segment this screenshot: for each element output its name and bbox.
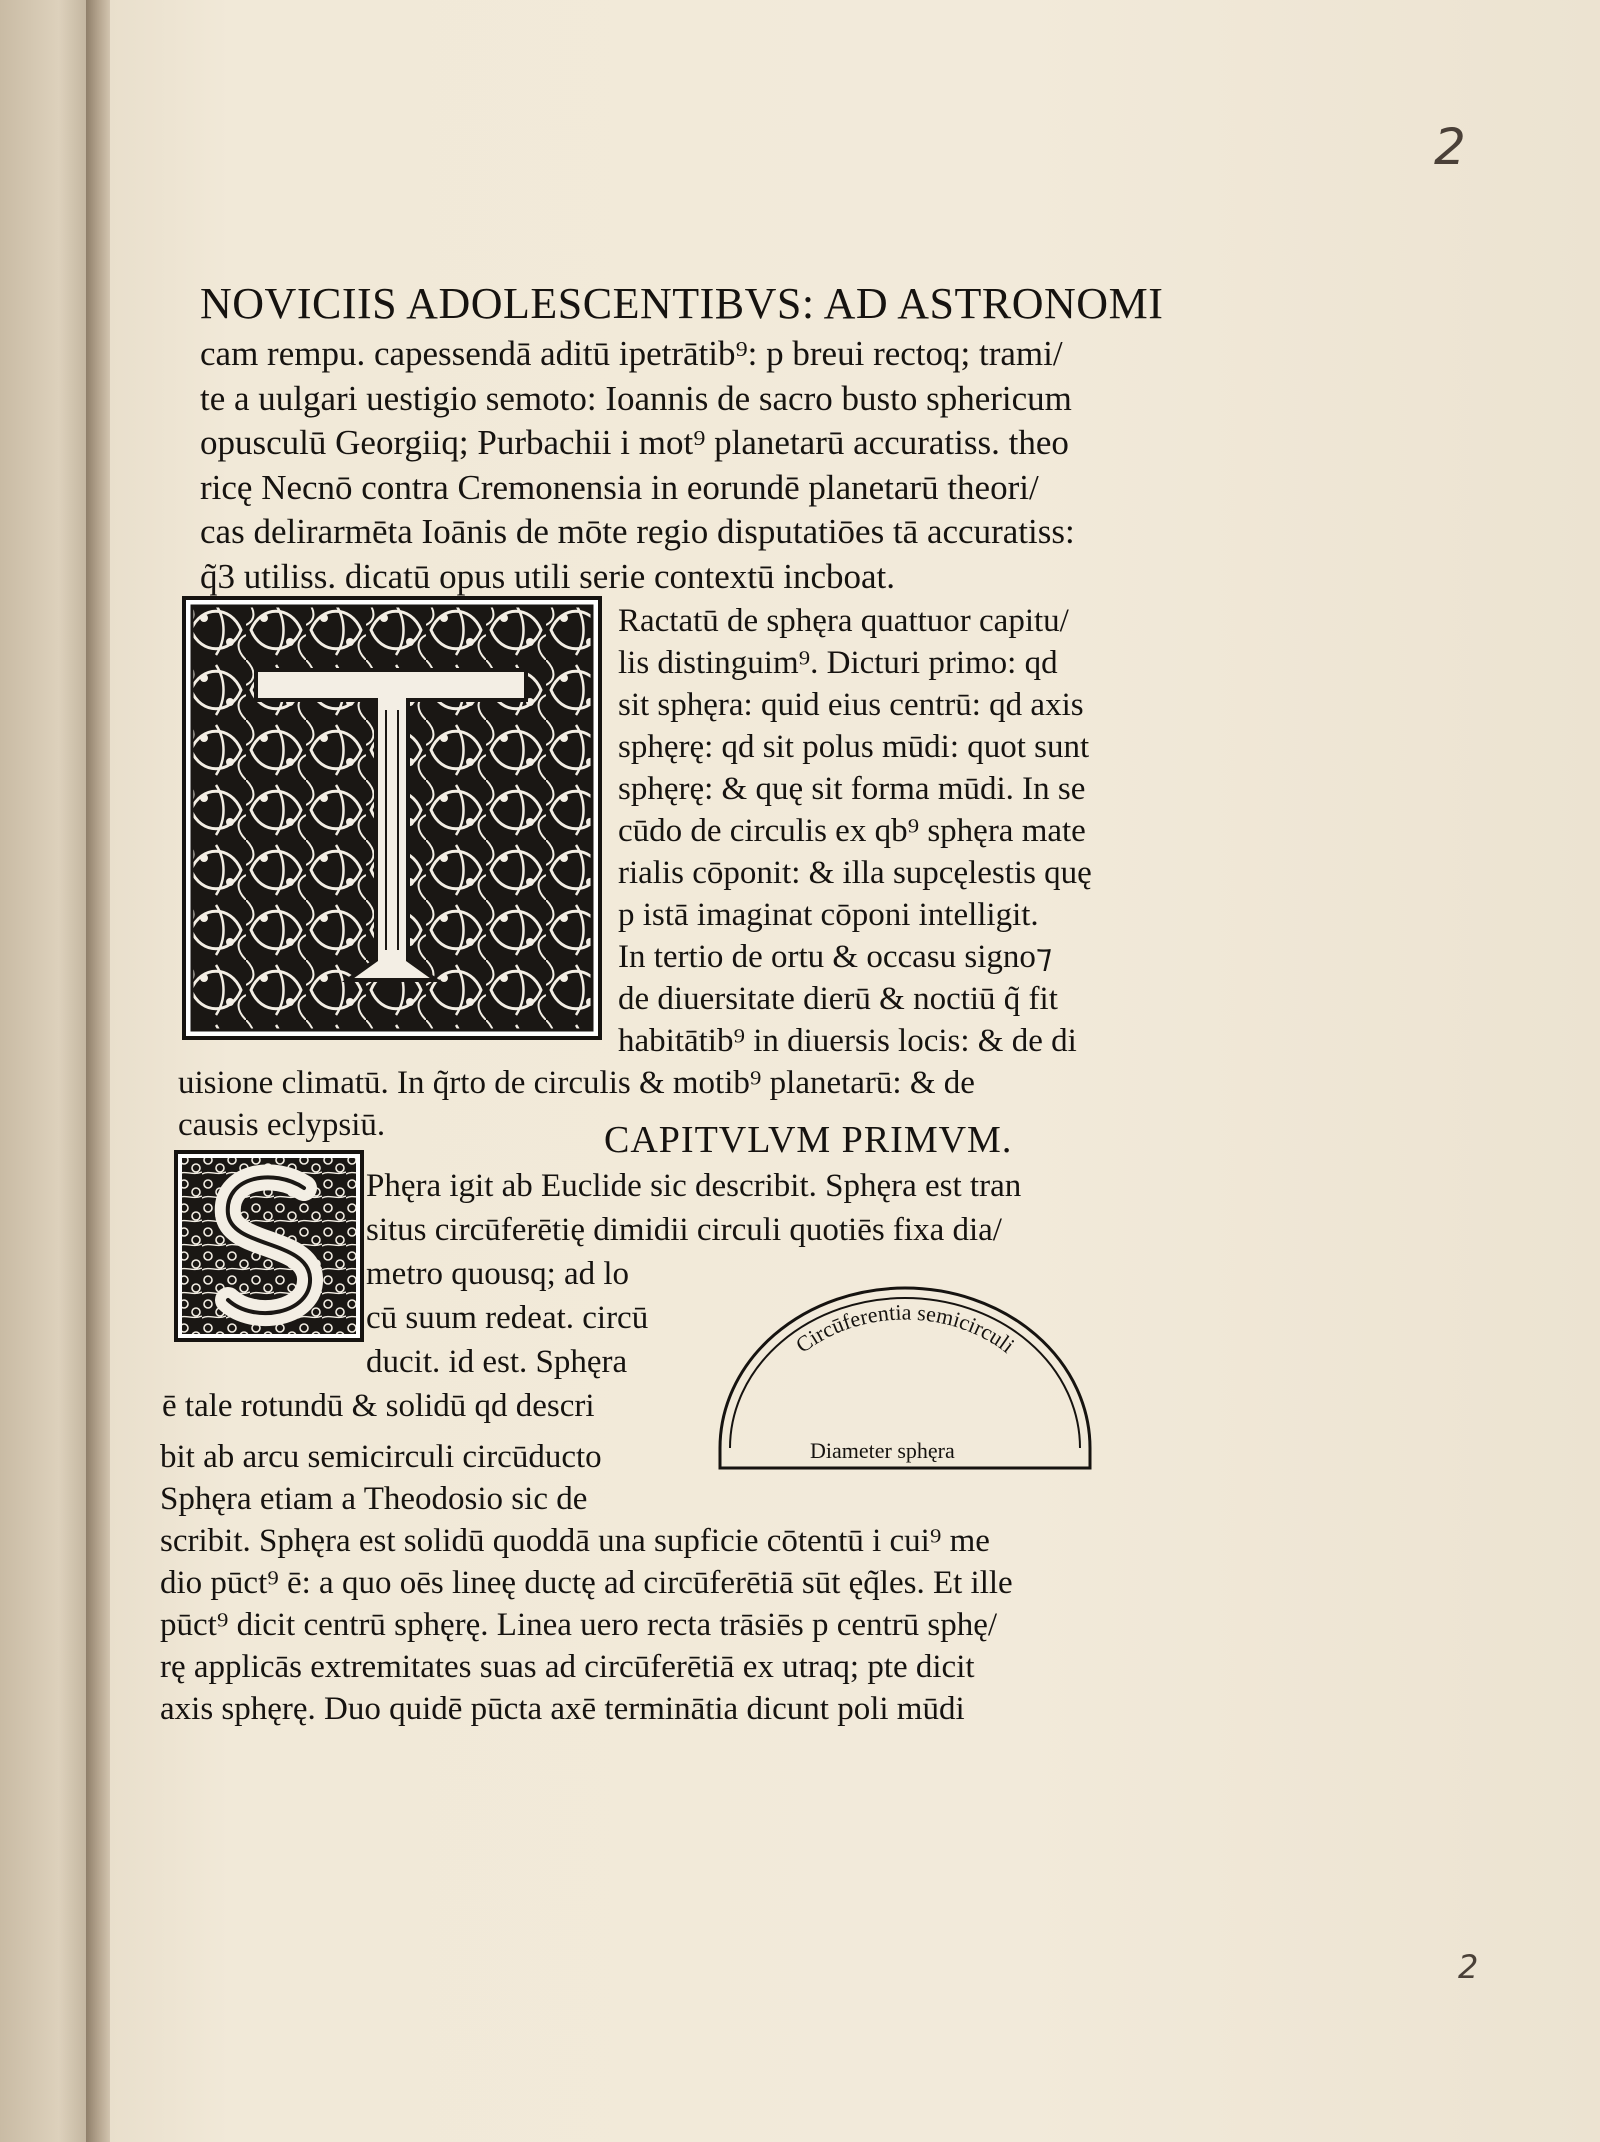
text-line: rę applicās extremitates suas ad circūferētiā ex utraq; pte dicit — [160, 1649, 975, 1685]
intro-line: cas delirarmēta Ioānis de mōte regio disputatiōes tā accuratiss: — [200, 512, 1075, 551]
text-line: Phęra igit ab Euclide sic describit. Sphęra est tran — [366, 1168, 1022, 1204]
diagram-base-label: Diameter sphęra — [810, 1438, 955, 1463]
text-line: scribit. Sphęra est solidū quoddā una supficie cōtentū i cui⁹ me — [160, 1523, 990, 1559]
text-line: pūct⁹ dicit centrū sphęrę. Linea uero recta trāsiēs p centrū sphę/ — [160, 1607, 998, 1643]
text-line: axis sphęrę. Duo quidē pūcta axē terminātia dicunt poli mūdi — [160, 1691, 965, 1727]
text-line: sphęrę: & quę sit forma mūdi. In se — [618, 771, 1086, 807]
text-line: sphęrę: qd sit polus mūdi: quot sunt — [618, 729, 1090, 765]
text-line: dio pūct⁹ ē: a quo oēs lineę ductę ad circūferētiā sūt ęq̃les. Et ille — [160, 1565, 1013, 1601]
text-line: rialis cōponit: & illa supcęlestis quę — [618, 855, 1092, 891]
intro-line: ricę Necnō contra Cremonensia in eorundē planetarū theori/ — [200, 467, 1039, 507]
text-line: Sphęra etiam a Theodosio sic de — [160, 1481, 588, 1517]
text-line: p istā imaginat cōponi intelligit. — [618, 897, 1039, 933]
chapter-heading: CAPITVLVM PRIMVM. — [604, 1119, 1013, 1161]
paragraph-axis-poles — [160, 1520, 1013, 1730]
intro-line: opusculū Georgiiq; Purbachii i mot⁹ planetarū accuratiss. theo — [200, 423, 1069, 462]
text-line: metro quousq; ad lo — [366, 1256, 630, 1292]
text-line: de diuersitate dierū & noctiū q̃ fit — [618, 981, 1058, 1017]
text-line: situs circūferētię dimidii circuli quotiēs fixa dia/ — [366, 1212, 1002, 1248]
intro-line: cam rempu. capessendā aditū ipetrātib⁹: p breui rectoq; trami/ — [200, 334, 1063, 373]
text-line: In tertio de ortu & occasu signo⁊ — [618, 939, 1053, 975]
text-line: cūdo de circulis ex qb⁹ sphęra mate — [618, 813, 1086, 849]
text-line: cū suum redeat. circū — [366, 1300, 649, 1336]
text-line: habitātib⁹ in diuersis locis: & de di — [618, 1023, 1077, 1059]
intro-line: q̃3 utiliss. dicatū opus utili serie contextū incboat. — [200, 556, 896, 596]
decorated-initial-s-icon — [174, 1150, 364, 1342]
text-line: ē tale rotundū & solidū qd descri — [162, 1388, 595, 1424]
diagram-arc-label: Circūferentia semicirculi — [790, 1299, 1020, 1358]
paragraph-sphere-continued — [160, 1436, 602, 1520]
intro-paragraph — [200, 332, 1160, 599]
svg-text:Circūferentia semicirculi — [791, 1299, 1020, 1357]
semicircle-diagram — [700, 1268, 1100, 1498]
page-title: NOVICIIS ADOLESCENTIBVS: AD ASTRONOMI — [200, 279, 1164, 328]
text-line: causis eclypsiū. — [178, 1107, 386, 1143]
book-gutter — [86, 0, 112, 2142]
text-line: Ractatū de sphęra quattuor capitu/ — [618, 603, 1069, 639]
decorated-initial-t-icon — [182, 596, 602, 1040]
text-line: sit sphęra: quid eius centrū: qd axis — [618, 687, 1084, 723]
text-line: ducit. id est. Sphęra — [366, 1344, 628, 1380]
text-line: lis distinguim⁹. Dicturi primo: qd — [618, 645, 1058, 681]
text-line: bit ab arcu semicirculi circūducto — [160, 1439, 602, 1475]
folio-number-handwritten: 2 — [1434, 118, 1466, 176]
intro-line: te a uulgari uestigio semoto: Ioannis de sacro busto sphericum — [200, 378, 1072, 418]
text-line: uisione climatū. In q̃rto de circulis & motib⁹ planetarū: & de — [178, 1065, 975, 1101]
previous-page-edge — [0, 0, 98, 2142]
folio-number-bottom: 2 — [1458, 1948, 1479, 1986]
paragraph-treatise-intro — [618, 600, 1092, 1062]
